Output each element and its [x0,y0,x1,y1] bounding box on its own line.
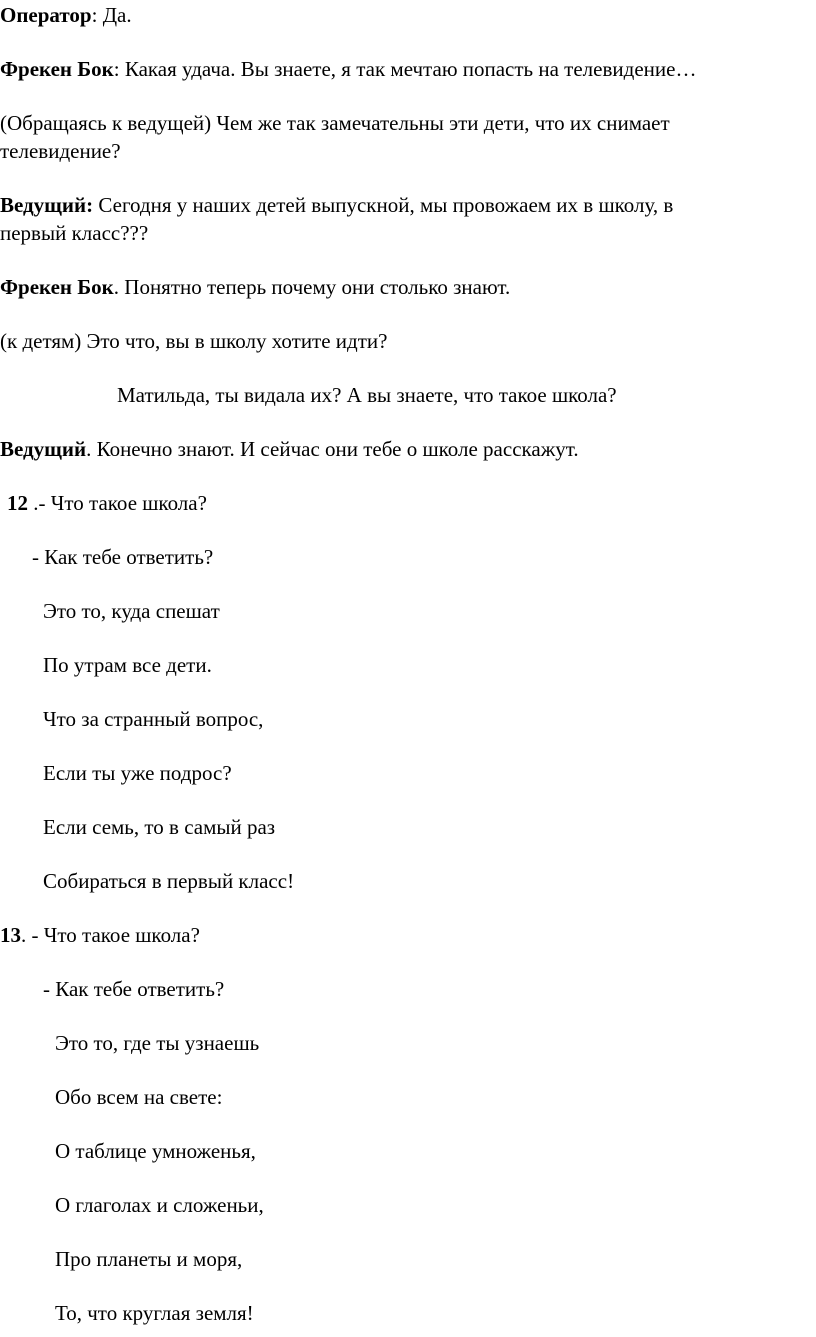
speech-text: (к детям) Это что, вы в школу хотите идти? [0,329,388,353]
paragraph-to-children [0,328,387,354]
paragraph-host-1-line-2 [0,220,148,246]
paragraph-operator [0,2,132,28]
speech-text: Сегодня у наших детей выпускной, мы провожаем их в школу, в [93,193,674,217]
verse-line: Это то, где ты узнаешь [55,1031,260,1055]
paragraph-address-line-1 [0,110,670,136]
paragraph-matilda [117,382,617,408]
paragraph-host-1-line-1 [0,192,673,218]
verse-line: . - Что такое школа? [21,923,200,947]
verse-line: Это то, куда спешат [43,599,220,623]
verse-line: По утрам все дети. [43,653,212,677]
speech-text: . Конечно знают. И сейчас они тебе о школе расскажут. [86,437,579,461]
verse-line: О глаголах и сложеньи, [55,1193,264,1217]
verse-line: Про планеты и моря, [55,1247,243,1271]
verse-line: Если ты уже подрос? [43,761,232,785]
poem-13-first-line [0,922,200,948]
verse-line: Что за странный вопрос, [43,707,264,731]
poem-12-first-line [7,490,207,516]
verse-line: Собираться в первый класс! [43,869,295,893]
speech-text: телевидение? [0,139,121,163]
paragraph-freken-bok-1 [0,56,696,82]
speech-text: (Обращаясь к ведущей) Чем же так замечательны эти дети, что их снимает [0,111,670,135]
speaker-name: Оператор [0,3,92,27]
speech-text: : Да. [91,3,132,27]
verse-line: - Как тебе ответить? [32,545,214,569]
speaker-name: Фрекен Бок [0,275,114,299]
speech-text: Матильда, ты видала их? А вы знаете, что такое школа? [117,383,617,407]
verse-number: 13 [0,923,21,947]
verse-line: - Как тебе ответить? [43,977,225,1001]
speech-text: . Понятно теперь почему они столько знают. [113,275,511,299]
verse-line: Обо всем на свете: [55,1085,223,1109]
speech-text: : Какая удача. Вы знаете, я так мечтаю попасть на телевидение… [113,57,697,81]
verse-number: 12 [7,491,28,515]
verse-line: .- Что такое школа? [28,491,207,515]
verse-line: О таблице умноженья, [55,1139,256,1163]
speaker-name: Ведущий [0,437,87,461]
speaker-name: Фрекен Бок [0,57,114,81]
paragraph-address-line-2 [0,138,121,164]
speaker-name: Ведущий: [0,193,94,217]
paragraph-freken-bok-2 [0,274,510,300]
verse-line: То, что круглая земля! [55,1301,254,1325]
paragraph-host-2 [0,436,579,462]
speech-text: первый класс??? [0,221,149,245]
verse-line: Если семь, то в самый раз [43,815,276,839]
